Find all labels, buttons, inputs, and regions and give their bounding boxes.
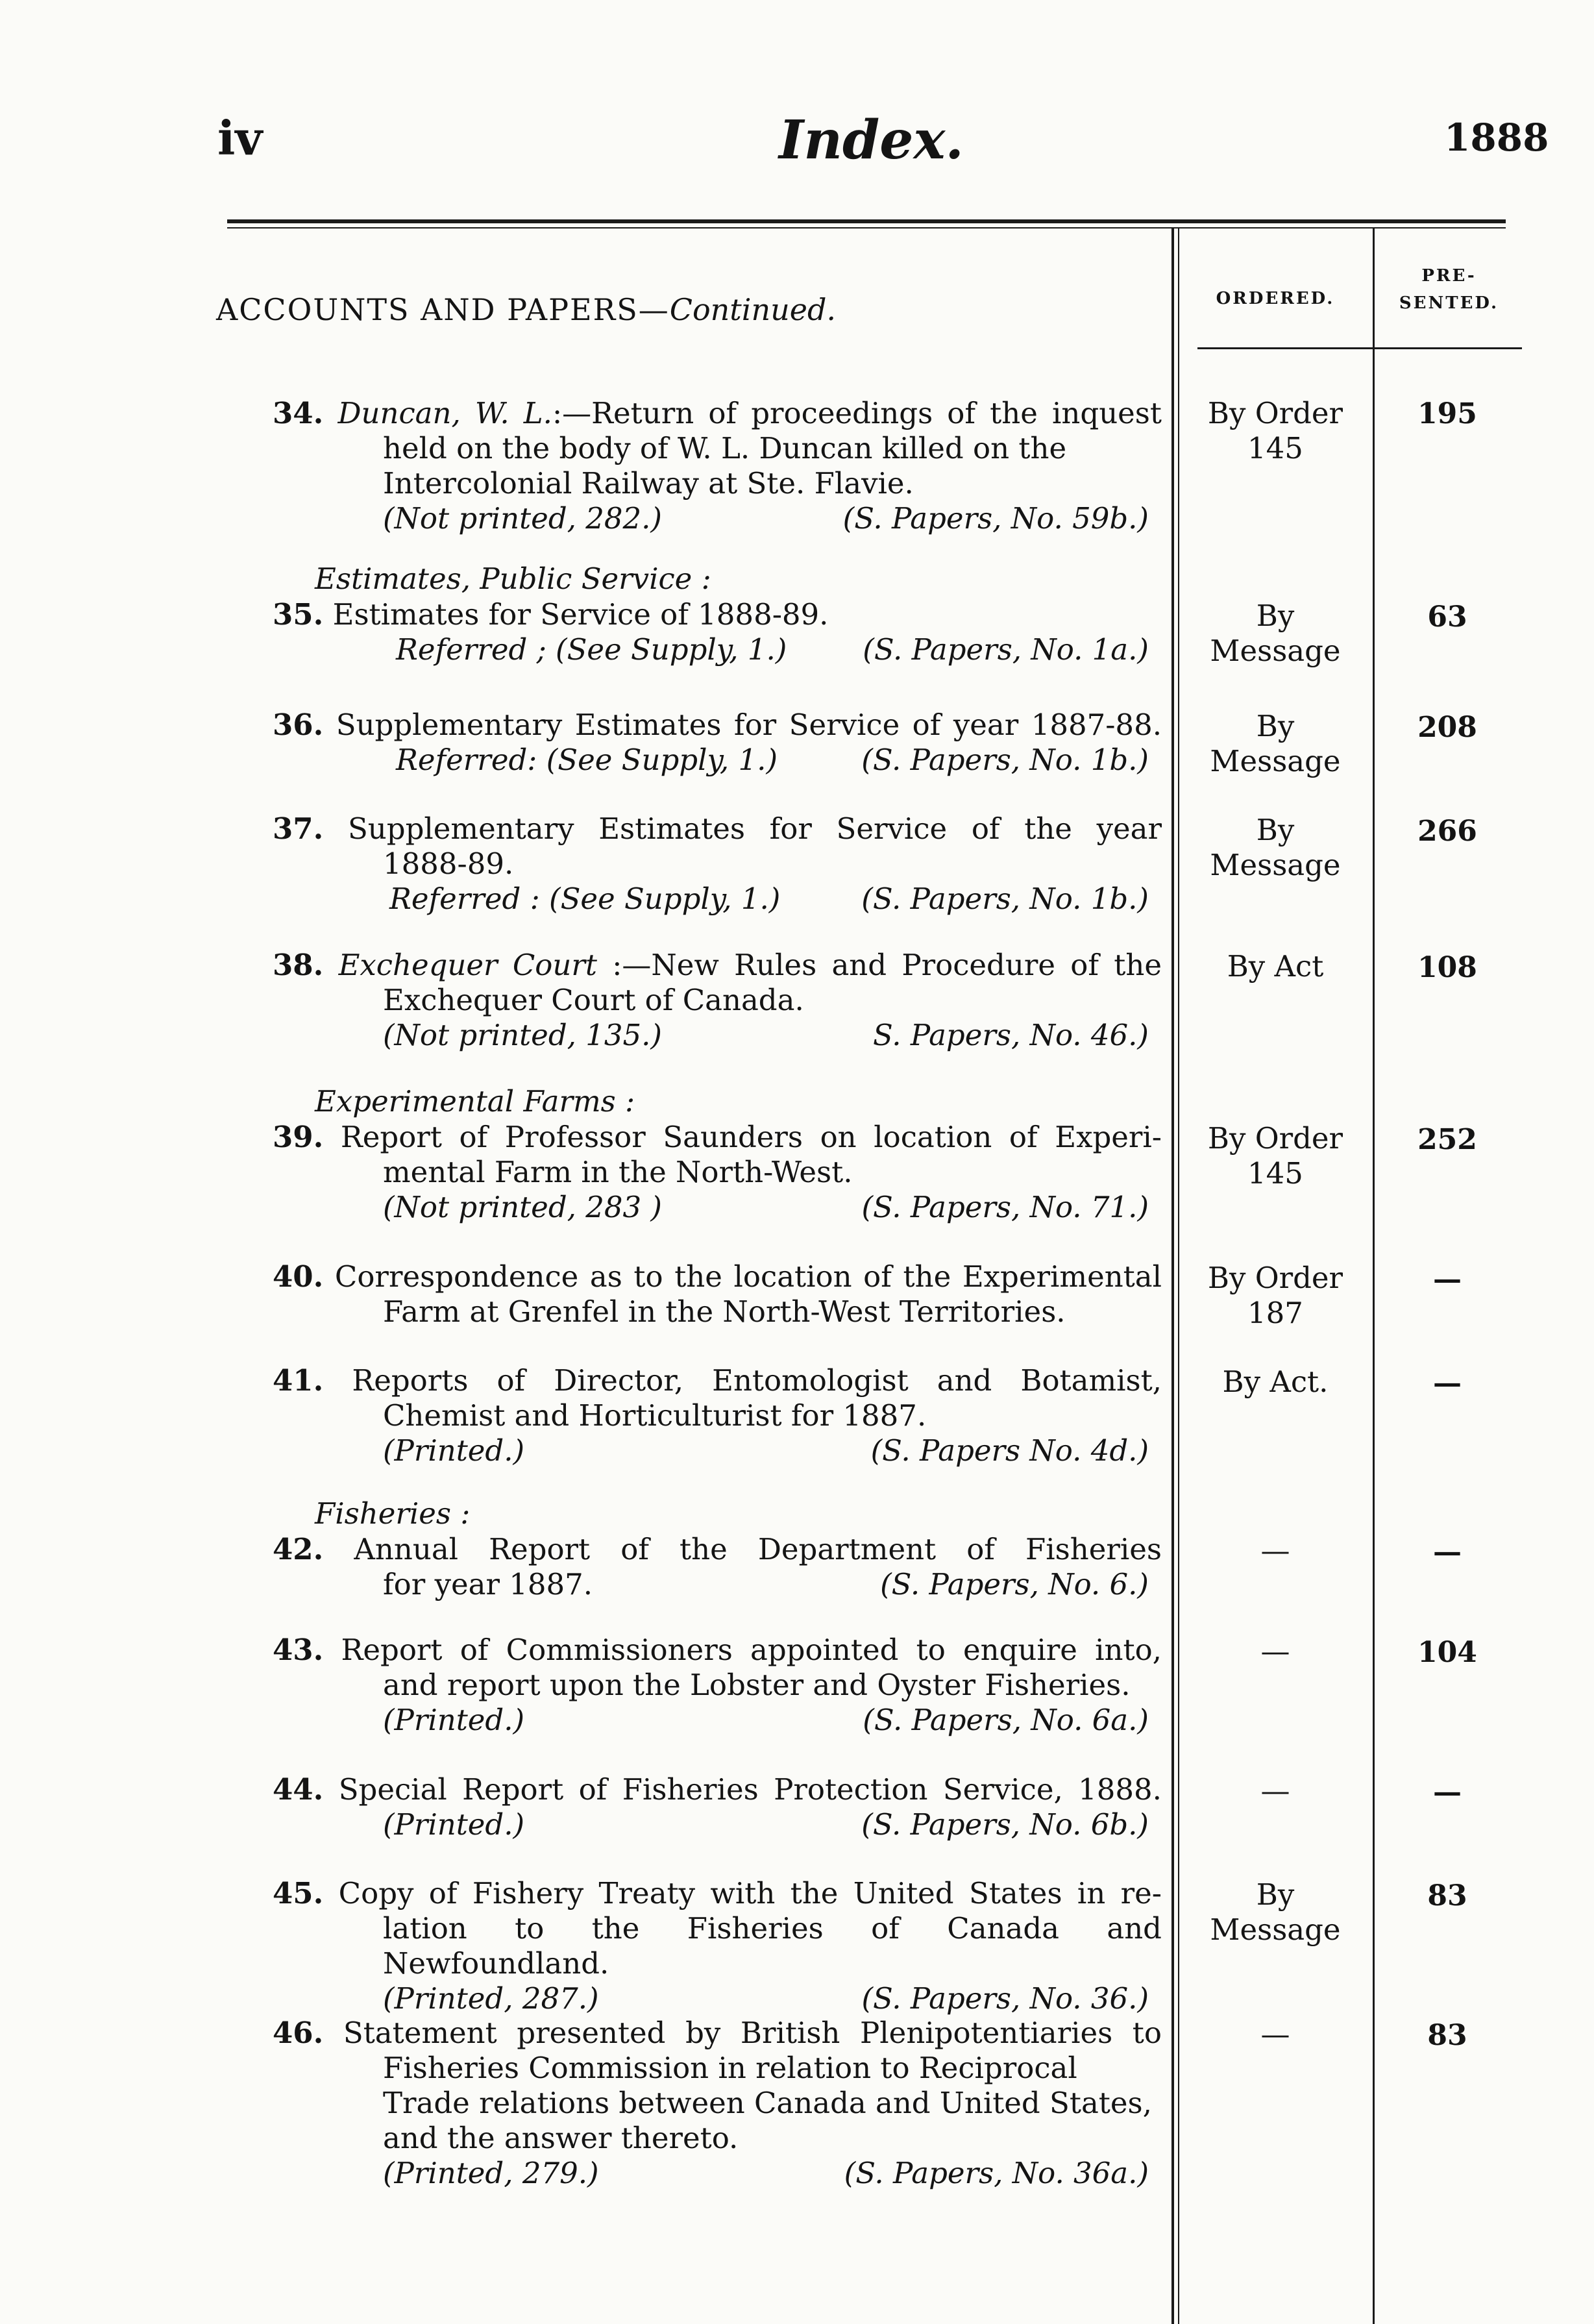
entry-39-ordered: By Order 145 [1207,1121,1343,1191]
entry-40: 40. Correspondence as to the location of the Experimental Farm at Grenfel in the North-West Territories. [273,1259,1162,1329]
entry-42-ordered: — [1260,1533,1290,1568]
page-year: 1888 [1444,116,1549,160]
entry-43-ordered: — [1260,1634,1290,1668]
column-header-rule [1197,347,1522,349]
entry-35: 35. Estimates for Service of 1888-89. Referred ; (See Supply, 1.) (S. Papers, No. 1a.) [273,597,1149,667]
entry-39-presented: 252 [1417,1123,1477,1156]
entry-40-presented: — [1433,1263,1462,1296]
entry-46-presented: 83 [1427,2019,1467,2052]
entry-43: 43. Report of Commissioners appointed to enquire into, and report upon the Lobster and Oyster Fisheries. (Printed.) (S. Papers, No. 6a.) [273,1633,1162,1737]
entry-41-ordered: By Act. [1222,1365,1329,1399]
entry-42-presented: — [1433,1535,1462,1568]
subheading-estimates: Estimates, Public Service : [315,562,711,596]
entry-45: 45. Copy of Fishery Treaty with the United States in re- lation to the Fisheries of Canada and Newfoundland. (Printed, 287.) (S. Papers, No. 36.) [273,1876,1162,2016]
entry-40-ordered: By Order 187 [1207,1261,1343,1330]
entry-37-presented: 266 [1417,815,1477,848]
entry-43-presented: 104 [1417,1636,1477,1669]
page-number: iv [217,110,263,166]
subheading-fisheries: Fisheries : [315,1496,471,1531]
section-title: ACCOUNTS AND PAPERS—Continued. [216,292,837,327]
entry-34-ordered: By Order 145 [1207,396,1343,465]
entry-36: 36. Supplementary Estimates for Service of year 1887-88. Referred: (See Supply, 1.) (S. Papers, No. 1b.) [273,708,1162,777]
entry-36-ordered: By Message [1210,709,1341,778]
entry-37: 37. Supplementary Estimates for Service of the year 1888-89. Referred : (See Supply, 1.) (S. Papers, No. 1b.) [273,811,1162,916]
column-rule-left-inner [1178,227,1179,2324]
entry-42: 42. Annual Report of the Department of Fisheries for year 1887. (S. Papers, No. 6.) [273,1532,1162,1601]
entry-35-presented: 63 [1427,600,1467,634]
entry-38: 38. Exchequer Court :—New Rules and Procedure of the Exchequer Court of Canada. (Not printed, 135.) S. Papers, No. 46.) [273,948,1162,1052]
page-title: Index. [779,109,964,171]
entry-46-ordered: — [1260,2017,1290,2051]
entry-44-presented: — [1433,1775,1462,1809]
entry-34: 34. Duncan, W. L.:—Return of proceedings of the inquest held on the body of W. L. Duncan killed on the Intercolonial Railway at Ste. Flavie. (Not printed, 282.) (S. Papers, No. 59b.) [273,396,1162,536]
ordered-column-header: ORDERED. [1216,289,1335,308]
entry-41-presented: — [1433,1366,1462,1400]
entry-44-ordered: — [1260,1774,1290,1808]
entry-44: 44. Special Report of Fisheries Protection Service, 1888. (Printed.) (S. Papers, No. 6b.) [273,1772,1162,1842]
entry-46: 46. Statement presented by British Plenipotentiaries to Fisheries Commission in relation to Reciprocal Trade relations between Canada and United States, and the answer thereto. (Printed, 279.) (S. Papers, No. 36a.) [273,2016,1162,2190]
column-rule-right [1373,227,1375,2324]
entry-35-ordered: By Message [1210,599,1341,668]
entry-36-presented: 208 [1417,711,1477,744]
column-rule-left [1171,227,1174,2324]
subheading-experimental-farms: Experimental Farms : [315,1084,635,1119]
entry-39: 39. Report of Professor Saunders on location of Experi- mental Farm in the North-West. (Not printed, 283 ) (S. Papers, No. 71.) [273,1120,1162,1224]
entry-34-presented: 195 [1417,397,1477,430]
entry-38-presented: 108 [1417,951,1477,984]
header-rule-thin [227,227,1506,229]
entry-38-ordered: By Act [1227,949,1324,983]
entry-45-ordered: By Message [1210,1877,1341,1947]
header-rule-thick [227,219,1506,223]
entry-45-presented: 83 [1427,1879,1467,1912]
entry-37-ordered: By Message [1210,813,1341,882]
presented-column-header: PRE- SENTED. [1399,266,1499,313]
entry-41: 41. Reports of Director, Entomologist and Botamist, Chemist and Horticulturist for 1887. (Printed.) (S. Papers No. 4d.) [273,1363,1162,1468]
